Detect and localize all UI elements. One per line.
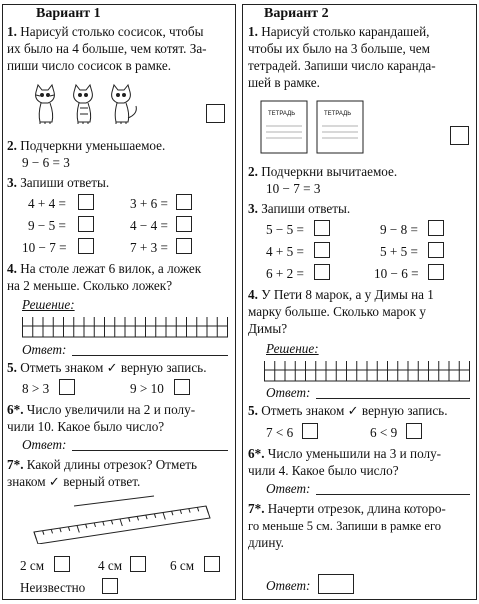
v2-q6-answer-line[interactable] [316, 494, 470, 495]
v2-q1-answer-box[interactable] [450, 126, 469, 145]
v1-q7-option: 6 см [170, 558, 195, 573]
v1-q5-check-box-b[interactable] [174, 379, 190, 395]
v1-q3-item: 9 − 5 = [28, 218, 66, 233]
v1-q5-option-b: 9 > 10 [130, 381, 164, 396]
ruler-image [30, 492, 220, 544]
v1-q7-check-box[interactable] [130, 556, 146, 572]
v2-q6-line1: 6*. Число уменьшили на 3 и полу- [248, 446, 442, 461]
v1-q7-line2: знаком ✓ верный ответ. [7, 474, 141, 489]
v2-q3-item: 10 − 6 = [374, 266, 419, 281]
v1-solution-grid[interactable] [22, 316, 228, 338]
v2-q4-answer-line[interactable] [316, 398, 470, 399]
v1-q3-answer-box[interactable] [176, 194, 192, 210]
v2-q1-line2: чтобы их было на 3 больше, чем [248, 41, 430, 56]
v2-q3-item: 4 + 5 = [266, 244, 304, 259]
variant-1-title: Вариант 1 [36, 6, 101, 21]
v1-q3-answer-box[interactable] [78, 216, 94, 232]
v1-q4-answer-line[interactable] [72, 355, 228, 356]
v2-q7-answer-label: Ответ: [266, 578, 311, 593]
v1-q7-check-box[interactable] [54, 556, 70, 572]
v2-q3-answer-box[interactable] [428, 264, 444, 280]
v2-q1-line4: шей в рамке. [248, 75, 320, 90]
v2-q6-answer-label: Ответ: [266, 481, 311, 496]
v2-solution-label: Решение: [266, 341, 319, 356]
v1-q5-option-a: 8 > 3 [22, 381, 50, 396]
v1-q2-expression: 9 − 6 = 3 [22, 155, 70, 170]
v2-q3-answer-box[interactable] [428, 242, 444, 258]
variant-2-title: Вариант 2 [264, 6, 329, 21]
v2-q3-answer-box[interactable] [314, 220, 330, 236]
v1-q1-line3: пиши число сосисок в рамке. [7, 58, 172, 73]
v1-q1-line2: их было на 4 больше, чем котят. За- [7, 41, 207, 56]
v1-q2-text: 2. Подчеркни уменьшаемое. [7, 138, 166, 153]
v1-q3-item: 7 + 3 = [130, 240, 168, 255]
v1-q3-answer-box[interactable] [78, 194, 94, 210]
v2-q1-line3: тетрадей. Запиши число каранда- [248, 58, 436, 73]
v1-q4-answer-label: Ответ: [22, 342, 67, 357]
v2-q3-item: 9 − 8 = [380, 222, 418, 237]
v2-q7-answer-box[interactable] [318, 574, 354, 594]
v1-q6-answer-line[interactable] [72, 450, 228, 451]
v2-q5-check-box-b[interactable] [406, 423, 422, 439]
v1-q6-answer-label: Ответ: [22, 437, 67, 452]
v2-q7-line2: го меньше 5 см. Запиши в рамке его [248, 519, 442, 533]
kittens-image [30, 82, 142, 126]
v2-q7-line1: 7*. Начерти отрезок, длина которо- [248, 501, 446, 516]
v1-q7-option: 2 см [20, 558, 45, 573]
v1-q4-line2: на 2 меньше. Сколько ложек? [7, 278, 173, 293]
notebooks-image [260, 100, 368, 154]
v2-q4-line1: 4. У Пети 8 марок, а у Димы на 1 [248, 287, 434, 302]
v2-q2-expression: 10 − 7 = 3 [266, 181, 321, 196]
v2-q4-answer-label: Ответ: [266, 385, 311, 400]
v2-q3-answer-box[interactable] [314, 242, 330, 258]
v2-q3-item: 6 + 2 = [266, 266, 304, 281]
v1-q1-answer-box[interactable] [206, 104, 225, 123]
v1-q7-unknown-check-box[interactable] [102, 578, 118, 594]
notebook-label: ТЕТРАДЬ [268, 111, 296, 117]
v1-solution-label: Решение: [22, 297, 75, 312]
v2-q3-answer-box[interactable] [314, 264, 330, 280]
v2-q3-item: 5 − 5 = [266, 222, 304, 237]
v1-q3-text: 3. Запиши ответы. [7, 175, 110, 190]
v2-q6-line2: чили 4. Какое было число? [248, 463, 399, 478]
v1-q5-check-box-a[interactable] [59, 379, 75, 395]
v2-q4-line3: Димы? [248, 321, 288, 336]
v2-solution-grid[interactable] [264, 360, 470, 382]
v1-q3-item: 3 + 6 = [130, 196, 168, 211]
v1-q6-line2: чили 10. Какое было число? [7, 419, 165, 434]
v1-q7-check-box[interactable] [204, 556, 220, 572]
v1-q7-unknown-option: Неизвестно [20, 580, 86, 595]
v1-q7-line1: 7*. Какой длины отрезок? Отметь [7, 457, 198, 472]
v2-q4-line2: марку больше. Сколько марок у [248, 304, 426, 319]
v1-q3-item: 4 + 4 = [28, 196, 66, 211]
v2-q2-text: 2. Подчеркни вычитаемое. [248, 164, 398, 179]
v1-q5-text: 5. Отметь знаком ✓ верную запись. [7, 360, 207, 375]
notebook-label: ТЕТРАДЬ [324, 111, 352, 117]
v1-q7-option: 4 см [98, 558, 123, 573]
v1-q3-answer-box[interactable] [78, 238, 94, 254]
v1-q1-line1: 1. Нарисуй столько сосисок, чтобы [7, 24, 204, 39]
v2-q5-option-b: 6 < 9 [370, 425, 398, 440]
v2-q5-text: 5. Отметь знаком ✓ верную запись. [248, 403, 448, 418]
v2-q3-item: 5 + 5 = [380, 244, 418, 259]
v1-q3-item: 10 − 7 = [22, 240, 67, 255]
v2-q5-check-box-a[interactable] [302, 423, 318, 439]
v2-q3-answer-box[interactable] [428, 220, 444, 236]
v1-q3-answer-box[interactable] [176, 238, 192, 254]
v1-q3-item: 4 − 4 = [130, 218, 168, 233]
v1-q4-line1: 4. На столе лежат 6 вилок, а ложек [7, 261, 202, 276]
v1-q3-answer-box[interactable] [176, 216, 192, 232]
v1-q6-line1: 6*. Число увеличили на 2 и полу- [7, 402, 196, 417]
v2-q7-line3: длину. [248, 535, 284, 550]
v2-q3-text: 3. Запиши ответы. [248, 201, 351, 216]
v2-q5-option-a: 7 < 6 [266, 425, 294, 440]
v2-q1-line1: 1. Нарисуй столько карандашей, [248, 24, 430, 39]
